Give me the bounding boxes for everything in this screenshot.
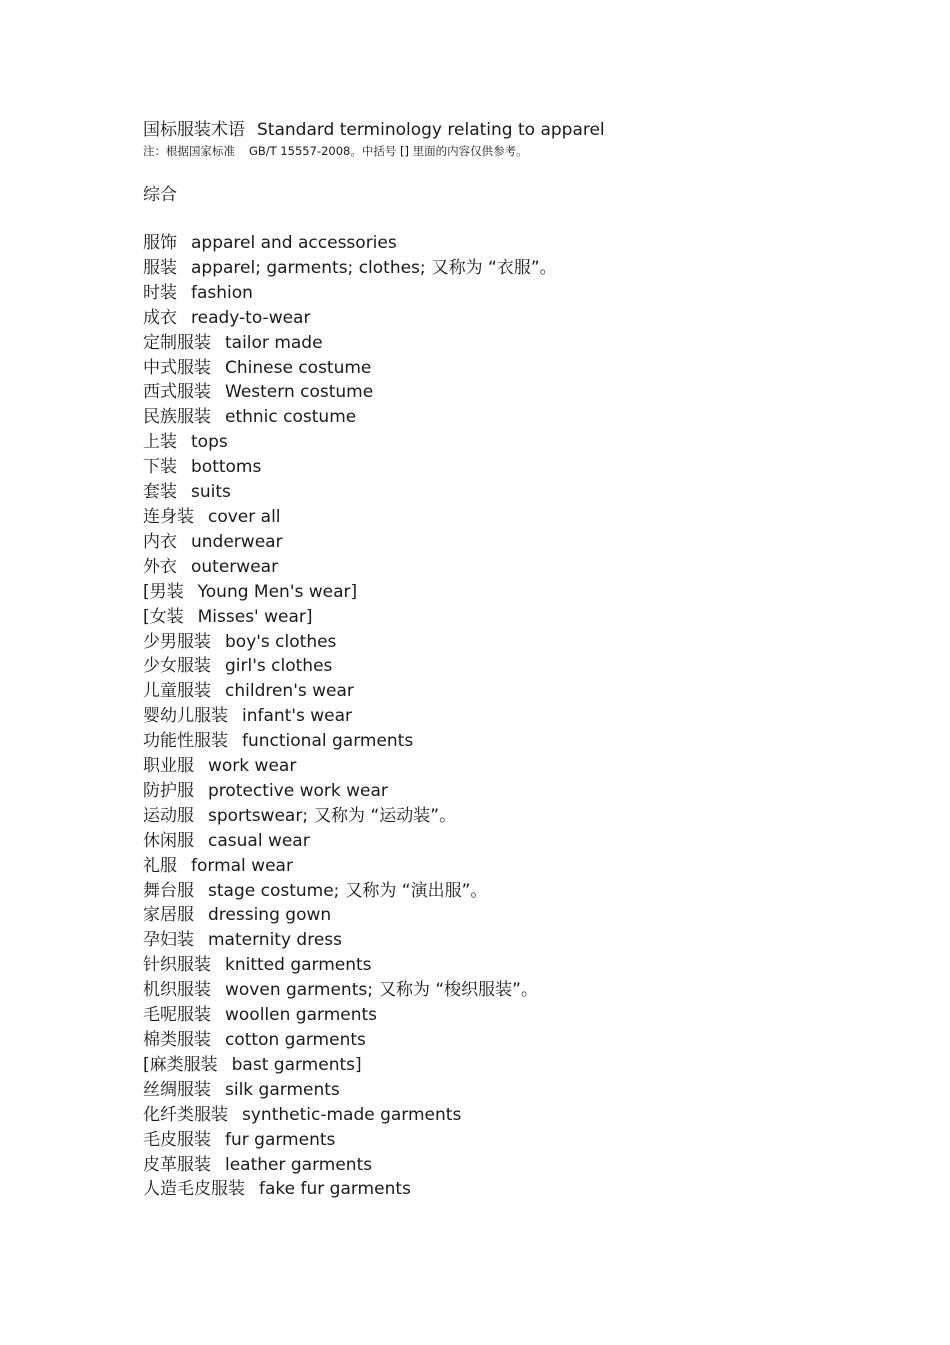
term-chinese: 民族服装 bbox=[143, 407, 211, 428]
term-chinese: 毛呢服装 bbox=[143, 1005, 211, 1026]
term-chinese: 机织服装 bbox=[143, 980, 211, 1001]
term-english: Western costume bbox=[225, 382, 374, 403]
term-english: tops bbox=[191, 432, 228, 453]
note-prefix: 注：根据国家标准 bbox=[143, 144, 235, 158]
term-row bbox=[143, 256, 923, 281]
term-chinese: 下装 bbox=[143, 457, 177, 478]
term-chinese: 时装 bbox=[143, 282, 177, 303]
term-row bbox=[143, 380, 923, 405]
term-row bbox=[143, 530, 923, 555]
term-row bbox=[143, 480, 923, 505]
term-row bbox=[143, 405, 923, 430]
section-heading: 综合 bbox=[143, 185, 177, 205]
term-english: Young Men's wear] bbox=[197, 581, 358, 602]
note-suffix: 。中括号 [] 里面的内容仅供参考。 bbox=[350, 144, 528, 158]
term-chinese: [麻类服装 bbox=[143, 1054, 218, 1075]
term-row bbox=[143, 555, 923, 580]
term-english: apparel; garments; clothes; bbox=[191, 257, 426, 278]
term-chinese: 成衣 bbox=[143, 307, 177, 328]
term-english: cover all bbox=[208, 506, 281, 527]
term-english: knitted garments bbox=[225, 955, 372, 976]
term-chinese: 服饰 bbox=[143, 233, 177, 253]
term-chinese: 毛皮服装 bbox=[143, 1129, 211, 1150]
term-row bbox=[143, 356, 923, 381]
term-row bbox=[143, 630, 923, 655]
term-english: ethnic costume bbox=[225, 407, 357, 428]
standard-note bbox=[143, 143, 923, 159]
term-row bbox=[143, 1153, 923, 1178]
term-english: girl's clothes bbox=[225, 656, 333, 677]
term-chinese: 家居服 bbox=[143, 905, 194, 926]
term-row bbox=[143, 754, 923, 779]
term-chinese: [女装 bbox=[143, 606, 184, 627]
term-chinese: 针织服装 bbox=[143, 955, 211, 976]
term-row bbox=[143, 729, 923, 754]
document-title bbox=[143, 118, 923, 142]
term-row bbox=[143, 679, 923, 704]
term-english: children's wear bbox=[225, 681, 354, 702]
term-row bbox=[143, 1177, 923, 1202]
term-row bbox=[143, 879, 923, 904]
term-alias-note: 又称为 “衣服”。 bbox=[431, 257, 557, 278]
term-english: fashion bbox=[191, 282, 253, 303]
term-row bbox=[143, 281, 923, 306]
term-chinese: 儿童服装 bbox=[143, 681, 211, 702]
term-english: protective work wear bbox=[208, 780, 388, 801]
term-english: leather garments bbox=[225, 1154, 373, 1175]
term-english: boy's clothes bbox=[225, 631, 337, 652]
term-alias-note: 又称为 “演出服”。 bbox=[345, 880, 488, 901]
term-chinese: 定制服装 bbox=[143, 332, 211, 353]
term-chinese: 职业服 bbox=[143, 756, 194, 777]
term-chinese: 西式服装 bbox=[143, 382, 211, 403]
term-row bbox=[143, 331, 923, 356]
term-row bbox=[143, 829, 923, 854]
term-row bbox=[143, 953, 923, 978]
term-chinese: 孕妇装 bbox=[143, 930, 194, 951]
term-row bbox=[143, 804, 923, 829]
term-row bbox=[143, 1128, 923, 1153]
term-english: bast garments] bbox=[231, 1054, 362, 1075]
title-english: Standard terminology relating to apparel bbox=[257, 120, 605, 140]
term-alias-note: 又称为 “运动装”。 bbox=[314, 805, 457, 826]
term-chinese: 运动服 bbox=[143, 805, 194, 826]
term-chinese: 婴幼儿服装 bbox=[143, 706, 228, 727]
term-list bbox=[143, 231, 923, 1202]
term-row bbox=[143, 430, 923, 455]
term-english: synthetic-made garments bbox=[242, 1104, 462, 1125]
term-english: sportswear; bbox=[208, 805, 309, 826]
term-row bbox=[143, 704, 923, 729]
term-chinese: 功能性服装 bbox=[143, 731, 228, 752]
term-english: Chinese costume bbox=[225, 357, 372, 378]
term-row bbox=[143, 928, 923, 953]
term-row bbox=[143, 605, 923, 630]
term-chinese: 内衣 bbox=[143, 531, 177, 552]
term-chinese: 少女服装 bbox=[143, 656, 211, 677]
term-chinese: 连身装 bbox=[143, 506, 194, 527]
term-chinese: 服装 bbox=[143, 257, 177, 278]
term-english: functional garments bbox=[242, 731, 414, 752]
term-english: ready-to-wear bbox=[191, 307, 311, 328]
term-row bbox=[143, 1053, 923, 1078]
term-chinese: 上装 bbox=[143, 432, 177, 453]
term-english: suits bbox=[191, 482, 231, 503]
term-english: formal wear bbox=[191, 855, 293, 876]
term-row bbox=[143, 1078, 923, 1103]
term-chinese: 少男服装 bbox=[143, 631, 211, 652]
term-chinese: [男装 bbox=[143, 581, 184, 602]
term-chinese: 皮革服装 bbox=[143, 1154, 211, 1175]
term-chinese: 人造毛皮服装 bbox=[143, 1179, 245, 1200]
term-english: fake fur garments bbox=[259, 1179, 411, 1200]
term-english: apparel and accessories bbox=[191, 233, 397, 253]
term-alias-note: 又称为 “梭织服装”。 bbox=[378, 980, 538, 1001]
term-chinese: 套装 bbox=[143, 482, 177, 503]
term-chinese: 外衣 bbox=[143, 556, 177, 577]
term-english: fur garments bbox=[225, 1129, 336, 1150]
term-chinese: 礼服 bbox=[143, 855, 177, 876]
term-row bbox=[143, 455, 923, 480]
term-english: tailor made bbox=[225, 332, 323, 353]
term-row bbox=[143, 903, 923, 928]
term-row bbox=[143, 580, 923, 605]
term-row bbox=[143, 654, 923, 679]
term-english: bottoms bbox=[191, 457, 262, 478]
term-english: casual wear bbox=[208, 830, 310, 851]
term-english: silk garments bbox=[225, 1079, 340, 1100]
term-english: underwear bbox=[191, 531, 283, 552]
term-chinese: 丝绸服装 bbox=[143, 1079, 211, 1100]
term-english: dressing gown bbox=[208, 905, 332, 926]
document-page bbox=[143, 118, 923, 1218]
term-row bbox=[143, 306, 923, 331]
term-english: infant's wear bbox=[242, 706, 353, 727]
term-chinese: 化纤类服装 bbox=[143, 1104, 228, 1125]
term-chinese: 舞台服 bbox=[143, 880, 194, 901]
term-row bbox=[143, 1003, 923, 1028]
term-row bbox=[143, 978, 923, 1003]
term-row bbox=[143, 505, 923, 530]
term-english: woollen garments bbox=[225, 1005, 378, 1026]
term-english: stage costume; bbox=[208, 880, 340, 901]
term-english: work wear bbox=[208, 756, 297, 777]
term-chinese: 棉类服装 bbox=[143, 1030, 211, 1050]
term-chinese: 防护服 bbox=[143, 780, 194, 801]
term-english: woven garments; bbox=[225, 980, 373, 1001]
term-row bbox=[143, 779, 923, 804]
standard-code: GB/T 15557-2008 bbox=[249, 144, 351, 158]
term-english: Misses' wear] bbox=[197, 606, 313, 627]
term-chinese: 中式服装 bbox=[143, 357, 211, 378]
term-chinese: 休闲服 bbox=[143, 830, 194, 851]
term-english: outerwear bbox=[191, 556, 279, 577]
title-chinese: 国标服装术语 bbox=[143, 120, 245, 140]
term-english: cotton garments bbox=[225, 1030, 366, 1050]
term-row bbox=[143, 1103, 923, 1128]
term-row bbox=[143, 854, 923, 879]
term-row bbox=[143, 1028, 923, 1053]
term-english: maternity dress bbox=[208, 930, 342, 951]
term-row bbox=[143, 231, 923, 256]
